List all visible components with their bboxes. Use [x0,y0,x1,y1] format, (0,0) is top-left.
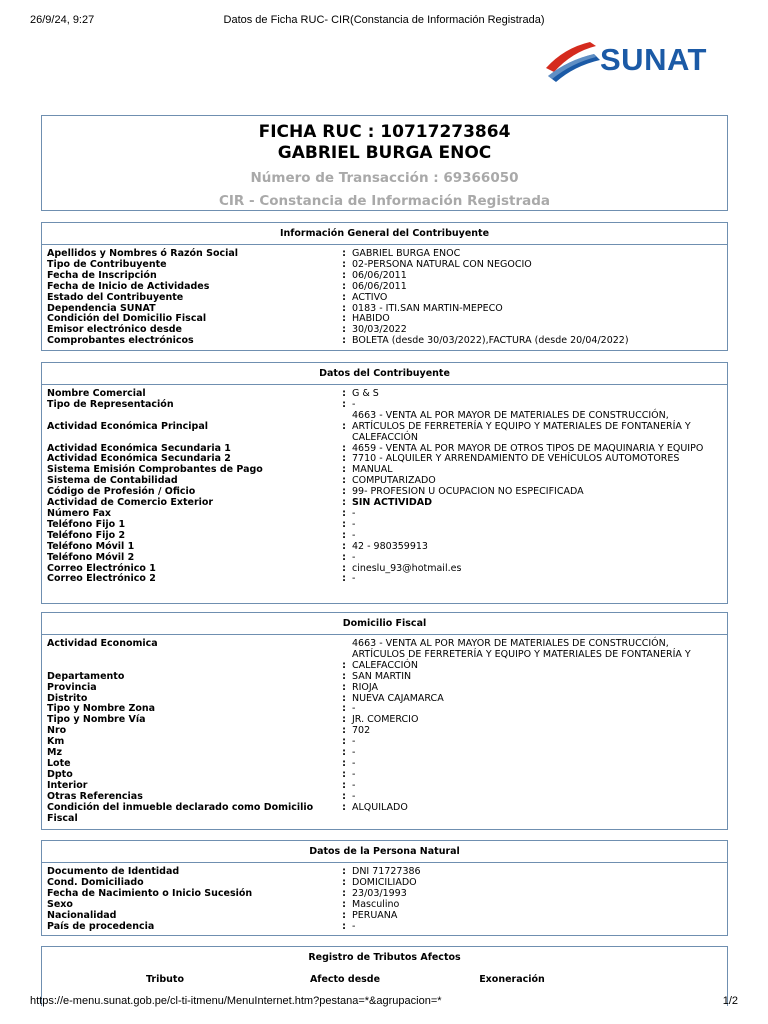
field-separator: : [342,442,346,454]
field-value: - [352,790,356,802]
field-separator: : [342,887,346,899]
field-value: RIOJA [352,681,379,693]
field-label: Dependencia SUNAT [47,302,156,314]
field-separator: : [342,248,346,259]
cir-subtitle: CIR - Constancia de Información Registrada [219,193,550,209]
field-label: Comprobantes electrónicos [47,335,194,347]
field-value: ACTIVO [352,291,388,303]
field-row [47,781,721,792]
print-footer [30,995,738,1011]
field-value: BOLETA (desde 30/03/2022),FACTURA (desde 20/04/2022) [352,335,629,347]
field-label: Cond. Domiciliado [47,876,144,888]
field-separator: : [342,269,346,281]
field-label: Código de Profesión / Oficio [47,486,196,498]
field-label: Mz [47,747,62,759]
sunat-logo-mark-icon [544,38,604,84]
field-row [47,715,721,726]
field-separator: : [342,681,346,693]
field-label: Condición del Domicilio Fiscal [47,313,207,325]
field-value: 99- PROFESION U OCUPACION NO ESPECIFICADA [352,486,584,498]
field-value: - [352,398,356,410]
field-label: Emisor electrónico desde [47,324,182,336]
field-row [47,520,721,531]
section-natural-person [41,840,728,936]
field-value: 702 [352,725,371,737]
field-separator: : [342,335,346,347]
field-separator: : [342,801,346,813]
field-value: - [352,768,356,780]
field-row [47,411,721,444]
ficha-header [41,115,728,211]
field-separator: : [342,398,346,410]
field-value: HABIDO [352,313,390,325]
field-value: - [352,747,356,759]
field-value: - [352,518,356,530]
field-value: cineslu_93@hotmail.es [352,562,462,574]
field-row [47,911,721,922]
field-separator: : [342,313,346,325]
field-row [47,922,721,933]
field-separator: : [342,258,346,270]
field-separator: : [342,551,346,563]
field-separator: : [342,464,346,476]
field-separator: : [342,779,346,791]
section-title: Registro de Tributos Afectos [308,952,461,963]
field-row [47,792,721,803]
field-separator: : [342,562,346,574]
field-value: 06/06/2011 [352,269,407,281]
field-separator: : [342,324,346,336]
field-value: 4659 - VENTA AL POR MAYOR DE OTROS TIPOS DE MAQUINARIA Y EQUIPO [352,442,704,454]
field-value: - [352,703,356,715]
field-row [47,900,721,911]
tax-table-header [42,974,727,985]
field-label: Nombre Comercial [47,388,146,399]
field-label: Tipo de Contribuyente [47,258,167,270]
field-label: Fecha de Inicio de Actividades [47,280,210,292]
column-header-afecto-desde: Afecto desde [309,974,381,985]
field-separator: : [342,497,346,509]
field-label: Teléfono Fijo 2 [47,529,126,541]
field-label: Dpto [47,768,73,780]
field-list [42,635,727,824]
field-value: - [352,920,356,932]
field-value: - [352,529,356,541]
field-separator: : [342,475,346,487]
transaction-number: Número de Transacción : 69366050 [250,170,519,186]
field-separator: : [342,736,346,748]
field-row [47,748,721,759]
field-label: Distrito [47,692,88,704]
sunat-logo-text: SUNAT [600,42,707,77]
field-label: Actividad Económica Secundaria 1 [47,442,231,454]
field-label: Correo Electrónico 1 [47,562,156,574]
field-value: NUEVA CAJAMARCA [352,692,444,704]
field-label: Nacionalidad [47,909,117,921]
field-separator: : [342,768,346,780]
section-title: Datos de la Persona Natural [42,841,727,863]
field-row [47,293,721,304]
field-value: 02-PERSONA NATURAL CON NEGOCIO [352,258,532,270]
field-separator: : [342,703,346,715]
field-row [47,336,721,347]
field-label: Fecha de Nacimiento o Inicio Sucesión [47,887,253,899]
field-label: Actividad Económica Secundaria 2 [47,453,231,465]
field-value: 4663 - VENTA AL POR MAYOR DE MATERIALES DE CONSTRUCCIÓN, ARTÍCULOS DE FERRETERÍA Y EQUIPO Y MATERIALES DE FONTANERÍA Y CALEFACCIÓN [352,409,691,443]
field-row [47,282,721,293]
section-title: Datos del Contribuyente [42,363,727,385]
field-separator: : [342,692,346,704]
field-row [47,683,721,694]
field-list [42,385,727,585]
field-label: Km [47,736,65,748]
field-value: - [352,736,356,748]
field-label: Sistema Emisión Comprobantes de Pago [47,464,263,476]
field-row [47,542,721,553]
field-value: G & S [352,388,379,399]
field-row [47,672,721,683]
field-label: Interior [47,779,88,791]
section-title: Domicilio Fiscal [42,613,727,635]
field-label: Actividad Económica Principal [47,420,209,432]
field-value: - [352,779,356,791]
field-row [47,509,721,520]
field-label: Actividad de Comercio Exterior [47,497,214,509]
field-label: Provincia [47,681,97,693]
field-value: - [352,757,356,769]
field-row [47,553,721,564]
field-separator: : [342,573,346,585]
field-separator: : [342,529,346,541]
field-value: 30/03/2022 [352,324,407,336]
field-row [47,759,721,770]
column-header-tributo: Tributo [145,974,184,985]
section-general-info [41,222,728,351]
field-value: SIN ACTIVIDAD [352,497,432,509]
section-fiscal-address [41,612,728,830]
field-value: Masculino [352,898,400,910]
field-value: - [352,551,356,563]
field-label: Departamento [47,670,125,682]
field-row [47,574,721,585]
contributor-name-title: GABRIEL BURGA ENOC [277,143,492,163]
field-value: COMPUTARIZADO [352,475,436,487]
ficha-ruc-title: FICHA RUC : 10717273864 [258,122,511,142]
field-value: GABRIEL BURGA ENOC [352,248,461,259]
field-label: Lote [47,757,71,769]
field-separator: : [342,302,346,314]
print-url: https://e-menu.sunat.gob.pe/cl-ti-itmenu/MenuInternet.htm?pestana=*&agrupacion=* [30,995,442,1007]
field-value: 06/06/2011 [352,280,407,292]
field-separator: : [342,420,346,432]
field-value: 7710 - ALQUILER Y ARRENDAMIENTO DE VEHÍCULOS AUTOMOTORES [352,453,680,465]
field-value: 23/03/1993 [352,887,407,899]
field-label: Correo Electrónico 2 [47,573,156,585]
field-label: Número Fax [47,507,112,519]
field-label: Condición del inmueble declarado como Domicilio Fiscal [47,801,314,824]
field-value: ALQUILADO [352,801,408,813]
field-separator: : [342,747,346,759]
field-separator: : [342,725,346,737]
field-separator: : [342,518,346,530]
field-label: Teléfono Móvil 2 [47,551,135,563]
field-label: Tipo y Nombre Zona [47,703,156,715]
field-separator: : [342,898,346,910]
print-header [30,14,738,30]
field-list [42,245,727,347]
field-value: DOMICILIADO [352,876,417,888]
field-separator: : [342,909,346,921]
field-label: Sistema de Contabilidad [47,475,178,487]
field-separator: : [342,670,346,682]
column-header-exoneracion: Exoneración [479,974,545,985]
field-list [42,863,727,932]
field-label: Documento de Identidad [47,866,180,877]
field-separator: : [342,714,346,726]
field-separator: : [342,757,346,769]
field-value: - [352,507,356,519]
field-separator: : [342,453,346,465]
field-label: Sexo [47,898,73,910]
print-page-number: 1/2 [722,995,738,1007]
field-value: JR. COMERCIO [352,714,419,726]
print-page-title: Datos de Ficha RUC- CIR(Constancia de Información Registrada) [223,14,545,26]
field-value: 0183 - ITI.SAN MARTIN-MEPECO [352,302,503,314]
field-value: 4663 - VENTA AL POR MAYOR DE MATERIALES DE CONSTRUCCIÓN, ARTÍCULOS DE FERRETERÍA Y EQUIPO Y MATERIALES DE FONTANERÍA Y CALEFACCIÓN [352,638,691,671]
field-label: Tipo y Nombre Vía [47,714,146,726]
field-separator: : [342,388,346,399]
field-label: Actividad Economica [47,638,158,649]
field-separator: : [342,876,346,888]
print-datetime: 26/9/24, 9:27 [30,14,95,26]
field-separator: : [342,866,346,877]
field-row [47,498,721,509]
field-label: Fecha de Inscripción [47,269,157,281]
field-value: DNI 71727386 [352,866,421,877]
field-label: Tipo de Representación [47,398,174,410]
field-label: País de procedencia [47,920,155,932]
section-taxpayer-data [41,362,728,604]
field-label: Nro [47,725,67,737]
field-value: - [352,573,356,585]
field-value: 42 - 980359913 [352,540,428,552]
field-separator: : [342,540,346,552]
field-label: Otras Referencias [47,790,143,802]
field-value: SAN MARTIN [352,670,412,682]
field-row [47,639,721,672]
field-label: Estado del Contribuyente [47,291,184,303]
field-separator: : [342,486,346,498]
section-title: Información General del Contribuyente [42,223,727,245]
sunat-logo [544,38,728,84]
field-row [47,737,721,748]
field-separator: : [342,280,346,292]
field-separator: : [342,291,346,303]
field-row [47,803,721,825]
field-label: Teléfono Fijo 1 [47,518,126,530]
field-value: MANUAL [352,464,393,476]
field-separator: : [342,659,346,671]
field-separator: : [342,507,346,519]
field-value: PERUANA [352,909,398,921]
field-separator: : [342,920,346,932]
field-row [47,770,721,781]
field-separator: : [342,790,346,802]
field-label: Teléfono Móvil 1 [47,540,135,552]
field-label: Apellidos y Nombres ó Razón Social [47,248,239,259]
field-row [47,726,721,737]
